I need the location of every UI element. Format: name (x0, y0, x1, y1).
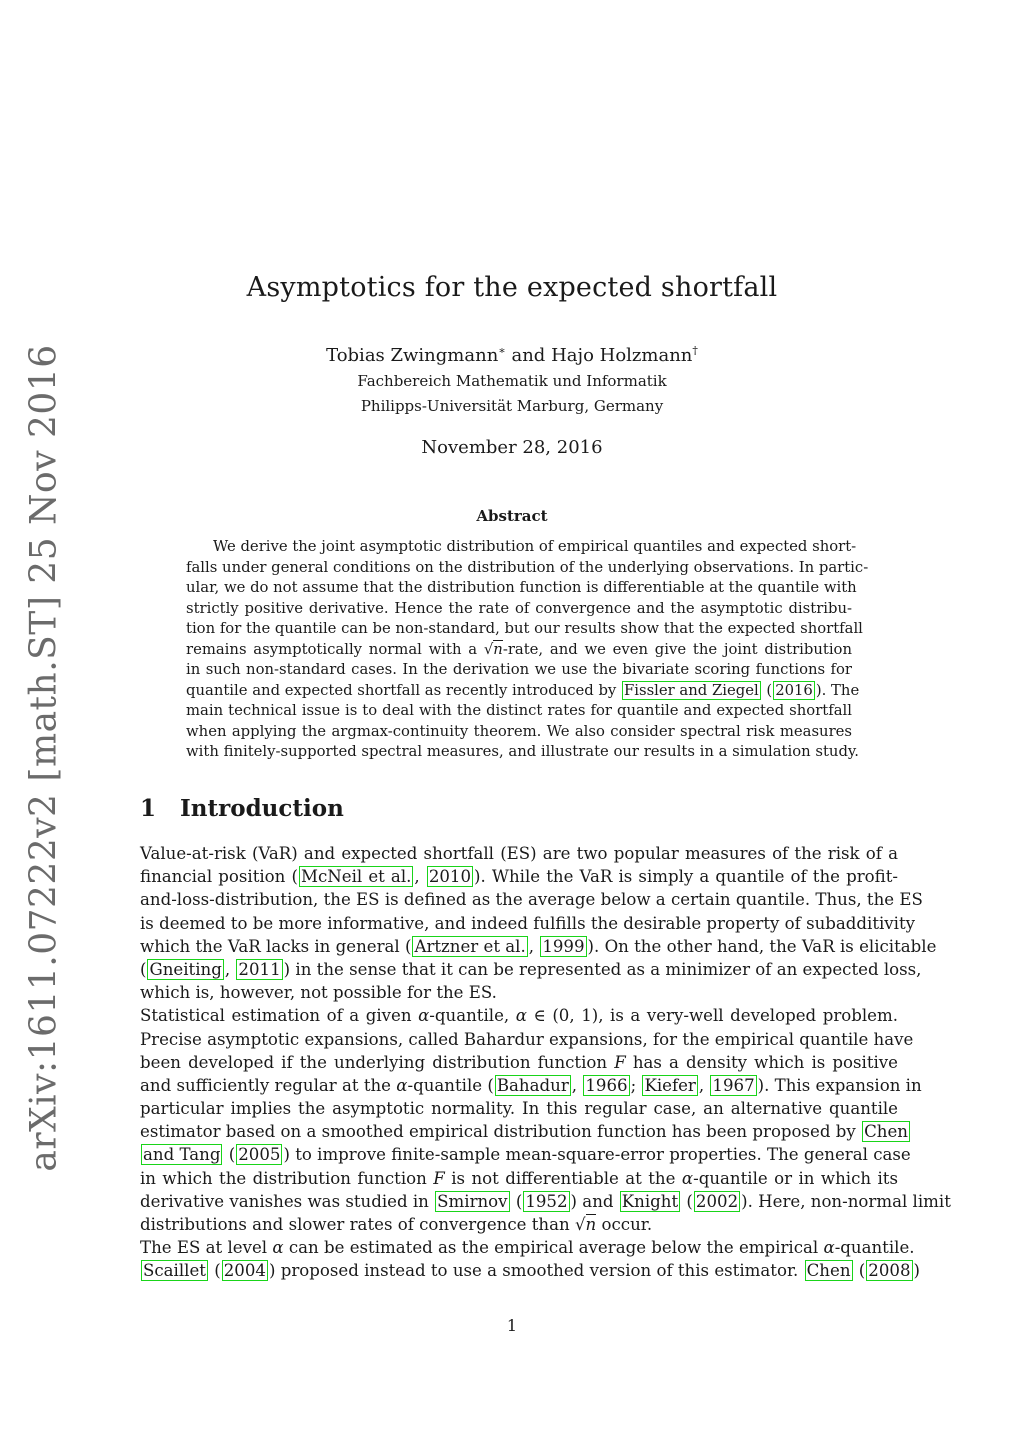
body-line: Value-at-risk (VaR) and expected shortfall (ES) are two popular measures of the risk of a (140, 844, 898, 863)
citation-year-link[interactable]: 1999 (542, 936, 585, 956)
body-line (140, 1120, 908, 1143)
citation-year-link[interactable]: 1966 (585, 1075, 628, 1095)
text-span: , (414, 867, 426, 887)
citation-link[interactable]: Scaillet (143, 1261, 206, 1281)
body-line (140, 1143, 911, 1166)
footnote-marker[interactable]: † (692, 344, 698, 357)
abstract-line: tion for the quantile can be non-standard, but our results show that the expected shortfall (186, 620, 863, 637)
affiliation-line: Fachbereich Mathematik und Informatik (357, 372, 667, 390)
text-span: occur. (596, 1215, 653, 1234)
text-span: ( (510, 1191, 523, 1211)
text-span: , (571, 1075, 583, 1095)
math-variable: α (681, 1168, 694, 1188)
citation-year-link[interactable]: 2005 (238, 1145, 281, 1165)
text-span: -quantile, (429, 1006, 516, 1026)
math-variable: α (515, 1006, 527, 1026)
text-span: which the VaR lacks in general ( (140, 936, 412, 956)
text-span: -quantile ( (407, 1075, 494, 1095)
text-span: ; (630, 1075, 642, 1095)
text-span: ). This expansion in (757, 1075, 922, 1095)
text-span: estimator based on a smoothed empirical distribution function has been proposed by (140, 1122, 862, 1142)
body-line: and-loss-distribution, the ES is defined as the average below a certain quantile. Thus, the ES (140, 890, 923, 910)
body-line: which is, however, not possible for the ES. (140, 983, 497, 1003)
author-list (0, 344, 1024, 366)
text-span: ( (853, 1261, 866, 1281)
abstract-line: with finitely-supported spectral measures, and illustrate our results in a simulation study. (186, 743, 860, 760)
text-span: remains asymptotically normal with a (186, 640, 484, 658)
text-span: , (224, 959, 236, 979)
abstract-line: in such non-standard cases. In the derivation we use the bivariate scoring functions for (186, 661, 852, 678)
text-span: , (698, 1075, 710, 1095)
text-span: quantile and expected shortfall as recently introduced by (186, 681, 621, 699)
body-line (140, 1004, 898, 1027)
author-name: Hajo Holzmann (551, 345, 693, 366)
text-span: ) (913, 1261, 920, 1281)
text-span: ( (761, 681, 773, 699)
footnote-marker[interactable]: ∗ (498, 344, 506, 357)
math-variable: n (493, 640, 503, 658)
abstract-line: falls under general conditions on the distribution of the underlying observations. In partic- (186, 558, 869, 576)
text-span: , (528, 936, 540, 956)
text-span: ) and (570, 1191, 619, 1211)
body-line (140, 1167, 898, 1190)
citation-link[interactable]: Smirnov (437, 1191, 508, 1211)
text-span: distributions and slower rates of convergence than (140, 1215, 575, 1234)
abstract-line (186, 640, 852, 661)
citation-link[interactable]: Knight (621, 1191, 679, 1211)
abstract-line: ular, we do not assume that the distribution function is differentiable at the quantile with (186, 579, 857, 596)
section-heading (140, 795, 344, 822)
citation-link[interactable]: Artzner et al. (414, 936, 526, 956)
affiliation-line: Philipps-Universität Marburg, Germany (360, 397, 664, 415)
body-line (140, 1213, 898, 1236)
citation-link[interactable]: Gneiting (149, 959, 222, 979)
abstract-line: strictly positive derivative. Hence the rate of convergence and the asymptotic distribu- (186, 599, 852, 617)
body-line (140, 1190, 951, 1213)
body-line: is deemed to be more informative, and indeed fulfills the desirable property of subadditivity (140, 913, 916, 933)
abstract-body (186, 537, 869, 763)
text-span: has a density which is positive (625, 1052, 898, 1072)
citation-year-link[interactable]: 2008 (868, 1261, 911, 1281)
text-span: and sufficiently regular at the (140, 1075, 397, 1095)
text-span: -quantile or in which its (693, 1168, 898, 1188)
body-line (140, 958, 922, 981)
abstract-line: when applying the argmax-continuity theorem. We also consider spectral risk measures (186, 722, 852, 740)
citation-link[interactable]: Bahadur (496, 1075, 569, 1095)
body-line (140, 865, 898, 888)
text-span: ( (208, 1261, 221, 1281)
section-body (140, 842, 951, 1283)
body-line (140, 935, 937, 958)
text-span: can be estimated as the empirical average below the empirical (283, 1238, 824, 1258)
citation-year-link[interactable]: 2004 (223, 1261, 266, 1281)
citation-year-link[interactable]: 2002 (695, 1191, 739, 1211)
math-variable: α (396, 1075, 408, 1095)
text-span: ) proposed instead to use a smoothed version of this estimator. (268, 1261, 804, 1281)
text-span: ∈ (0, 1), is a very-well developed problem. (526, 1006, 899, 1026)
citation-year-link[interactable]: 2016 (775, 681, 813, 699)
text-span: Statistical estimation of a given (140, 1006, 419, 1026)
citation-year-link[interactable]: 2011 (238, 959, 281, 979)
author-conjunction: and (505, 345, 552, 366)
math-variable: α (418, 1006, 430, 1026)
section-number: 1 (140, 795, 157, 822)
author-name: Tobias Zwingmann (326, 345, 499, 366)
text-span: financial position ( (140, 867, 298, 887)
citation-link[interactable]: McNeil et al. (300, 867, 412, 887)
body-line (140, 1074, 922, 1097)
text-span: been developed if the underlying distribution function (140, 1052, 615, 1072)
math-variable: F (614, 1052, 626, 1072)
citation-link[interactable]: Fissler and Ziegel (623, 681, 759, 699)
sqrt-symbol: √ (574, 1215, 586, 1234)
citation-year-link[interactable]: 1967 (712, 1075, 755, 1095)
text-span: ). The (815, 681, 860, 699)
text-span: ( (223, 1145, 236, 1165)
citation-link[interactable]: Chen (806, 1261, 851, 1281)
body-line: particular implies the asymptotic normality. In this regular case, an alternative quantile (140, 1099, 898, 1119)
body-line (140, 1051, 898, 1074)
math-variable: F (433, 1168, 445, 1188)
text-span: -quantile. (834, 1238, 915, 1258)
citation-year-link[interactable]: 1952 (525, 1191, 568, 1211)
citation-link[interactable]: Chen (864, 1122, 908, 1142)
math-variable: n (585, 1215, 597, 1234)
text-span: ) to improve finite-sample mean-square-error properties. The general case (283, 1145, 911, 1165)
body-line (140, 1236, 915, 1259)
math-variable: α (272, 1238, 284, 1258)
citation-link[interactable]: Kiefer (644, 1075, 696, 1095)
citation-year-link[interactable]: 2010 (428, 867, 472, 887)
sqrt-symbol: √ (483, 640, 494, 658)
body-line (140, 1259, 920, 1282)
text-span: The ES at level (140, 1238, 273, 1258)
abstract-line: main technical issue is to deal with the distinct rates for quantile and expected shortfall (186, 702, 852, 719)
section-title: Introduction (180, 795, 344, 822)
body-line: Precise asymptotic expansions, called Bahardur expansions, for the empirical quantile have (140, 1029, 914, 1049)
page-number: 1 (506, 1316, 518, 1335)
text-span: is not differentiable at the (444, 1168, 682, 1188)
paper-title: Asymptotics for the expected shortfall (246, 272, 778, 303)
text-span: in which the distribution function (140, 1168, 434, 1188)
arxiv-identifier: arXiv:1611.07222v2 [math.ST] 25 Nov 2016 (23, 343, 65, 1172)
text-span: -rate, and we even give the joint distribution (502, 640, 852, 658)
paper-date: November 28, 2016 (421, 437, 603, 458)
text-span: ). Here, non-normal limit (741, 1191, 951, 1211)
abstract-line (186, 681, 860, 702)
abstract-line: We derive the joint asymptotic distribution of empirical quantiles and expected short- (213, 538, 857, 555)
citation-link[interactable]: and Tang (143, 1145, 221, 1165)
text-span: ( (681, 1191, 693, 1211)
text-span: ). While the VaR is simply a quantile of the profit- (474, 867, 898, 887)
text-span: ) in the sense that it can be represented as a minimizer of an expected loss, (283, 959, 922, 979)
math-variable: α (823, 1238, 835, 1258)
abstract-heading: Abstract (476, 507, 548, 525)
text-span: ). On the other hand, the VaR is elicitable (587, 936, 937, 956)
text-span: derivative vanishes was studied in (140, 1191, 435, 1211)
text-span: ( (140, 959, 147, 979)
